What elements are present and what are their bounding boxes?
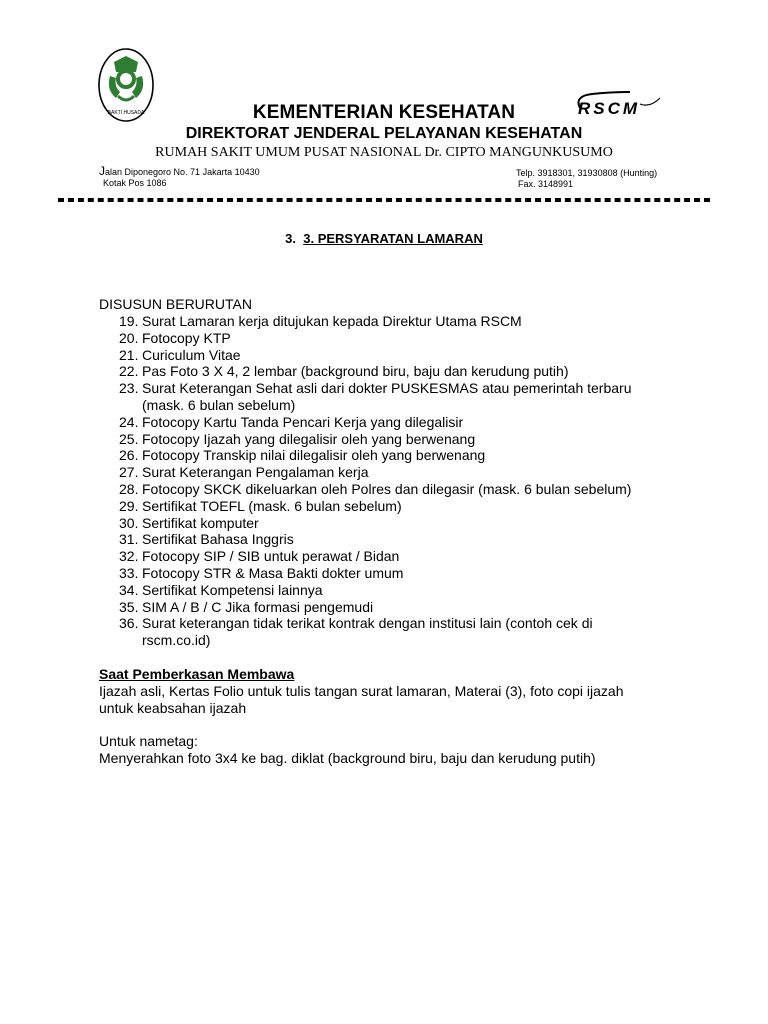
list-item <box>99 313 659 330</box>
fax: Fax. 3148991 <box>518 179 574 189</box>
address-initial: J <box>99 164 105 178</box>
list-item <box>99 615 659 649</box>
list-item-text: Sertifikat komputer <box>142 514 259 531</box>
filing-section <box>99 666 623 716</box>
list-item-number: 28. <box>119 480 139 497</box>
list-item-number: 32. <box>119 548 139 565</box>
list-item <box>99 481 659 498</box>
list-item-number: 26. <box>119 447 139 464</box>
logo-caption: BAKTI HUSADA <box>107 110 145 116</box>
filing-line-2: untuk keabsahan ijazah <box>99 699 247 716</box>
hospital-name: RUMAH SAKIT UMUM PUSAT NASIONAL Dr. CIPTO MANGUNKUSUMO <box>155 145 613 160</box>
list-item-number: 20. <box>119 329 139 346</box>
list-item-number: 36. <box>119 615 139 632</box>
list-item <box>99 565 659 582</box>
filing-line-1: Ijazah asli, Kertas Folio untuk tulis tangan surat lamaran, Materai (3), foto copi ijazah <box>99 682 624 699</box>
list-item-text: Fotocopy SIP / SIB untuk perawat / Bidan <box>142 548 400 565</box>
list-item <box>99 498 659 515</box>
list-item-text: Fotocopy STR & Masa Bakti dokter umum <box>142 564 404 581</box>
address-street: alan Diponegoro No. 71 Jakarta 10430 <box>105 167 260 177</box>
nametag-text: Menyerahkan foto 3x4 ke bag. diklat (background biru, baju dan kerudung putih) <box>99 749 596 766</box>
list-item <box>99 548 659 565</box>
address-block <box>99 166 260 189</box>
list-item-number: 23. <box>119 380 139 397</box>
list-item-text: Surat Lamaran kerja ditujukan kepada Direktur Utama RSCM <box>142 313 522 329</box>
list-item-text: Fotocopy SKCK dikeluarkan oleh Polres dan dilegasir (mask. 6 bulan sebelum) <box>142 480 632 497</box>
list-item-number: 35. <box>119 598 139 615</box>
list-item <box>99 330 659 347</box>
list-item-number: 21. <box>119 346 139 363</box>
list-item-text: Fotocopy KTP <box>142 329 231 346</box>
list-item-number: 24. <box>119 413 139 430</box>
list-item-number: 27. <box>119 464 139 481</box>
list-item-text: Fotocopy Kartu Tanda Pencari Kerja yang dilegalisir <box>142 413 464 430</box>
list-item-number: 29. <box>119 497 139 514</box>
intro-text: DISUSUN BERURUTAN <box>99 296 252 312</box>
list-item <box>99 531 659 548</box>
list-item <box>99 464 659 481</box>
list-item <box>99 431 659 448</box>
nametag-section <box>99 733 596 767</box>
list-item-text: Sertifikat Bahasa Inggris <box>142 531 294 548</box>
list-item-text: Surat Keterangan Pengalaman kerja <box>142 464 369 481</box>
list-item-text: Sertifikat TOEFL (mask. 6 bulan sebelum) <box>142 497 402 514</box>
list-item <box>99 363 659 380</box>
list-item-number: 31. <box>119 531 139 548</box>
list-item-text: Curiculum Vitae <box>142 346 241 363</box>
requirements-list <box>99 313 659 649</box>
ministry-title: KEMENTERIAN KESEHATAN <box>252 102 516 123</box>
section-title <box>0 231 768 246</box>
list-item-text: Surat Keterangan Sehat asli dari dokter PUSKESMAS atau pemerintah terbaru (mask. 6 bulan sebelum) <box>142 380 632 413</box>
list-item-number: 34. <box>119 581 139 598</box>
list-item-text: Fotocopy Transkip nilai dilegalisir oleh yang berwenang <box>142 447 486 464</box>
phone: Telp. 3918301, 31930808 (Hunting) <box>516 168 658 178</box>
directorate-title: DIREKTORAT JENDERAL PELAYANAN KESEHATAN <box>185 125 583 142</box>
list-item-text: Fotocopy Ijazah yang dilegalisir oleh yang berwenang <box>142 430 476 447</box>
list-item-number: 25. <box>119 430 139 447</box>
list-item <box>99 414 659 431</box>
list-item <box>99 515 659 532</box>
nametag-heading: Untuk nametag: <box>99 733 198 749</box>
list-item-number: 33. <box>119 564 139 581</box>
list-item-number: 19. <box>119 313 139 329</box>
section-number: 3. <box>285 231 296 246</box>
list-item-number: 30. <box>119 514 139 531</box>
po-box: Kotak Pos 1086 <box>103 178 167 188</box>
list-item-text: Sertifikat Kompetensi lainnya <box>142 581 323 598</box>
list-item <box>99 582 659 599</box>
list-item <box>99 347 659 364</box>
contact-block <box>516 168 657 190</box>
section-heading: 3. PERSYARATAN LAMARAN <box>303 231 483 246</box>
header-separator <box>58 198 710 202</box>
list-item <box>99 447 659 464</box>
list-item-text: Pas Foto 3 X 4, 2 lembar (background biru, baju dan kerudung putih) <box>142 363 569 380</box>
list-item <box>99 599 659 616</box>
list-item-text: Surat keterangan tidak terikat kontrak dengan institusi lain (contoh cek di rscm.co.id) <box>142 615 593 649</box>
list-item <box>99 380 659 414</box>
filing-heading: Saat Pemberkasan Membawa <box>99 666 295 682</box>
list-item-number: 22. <box>119 363 139 380</box>
rscm-logo-text: RSCM <box>578 99 641 118</box>
list-item-text: SIM A / B / C Jika formasi pengemudi <box>142 598 374 615</box>
